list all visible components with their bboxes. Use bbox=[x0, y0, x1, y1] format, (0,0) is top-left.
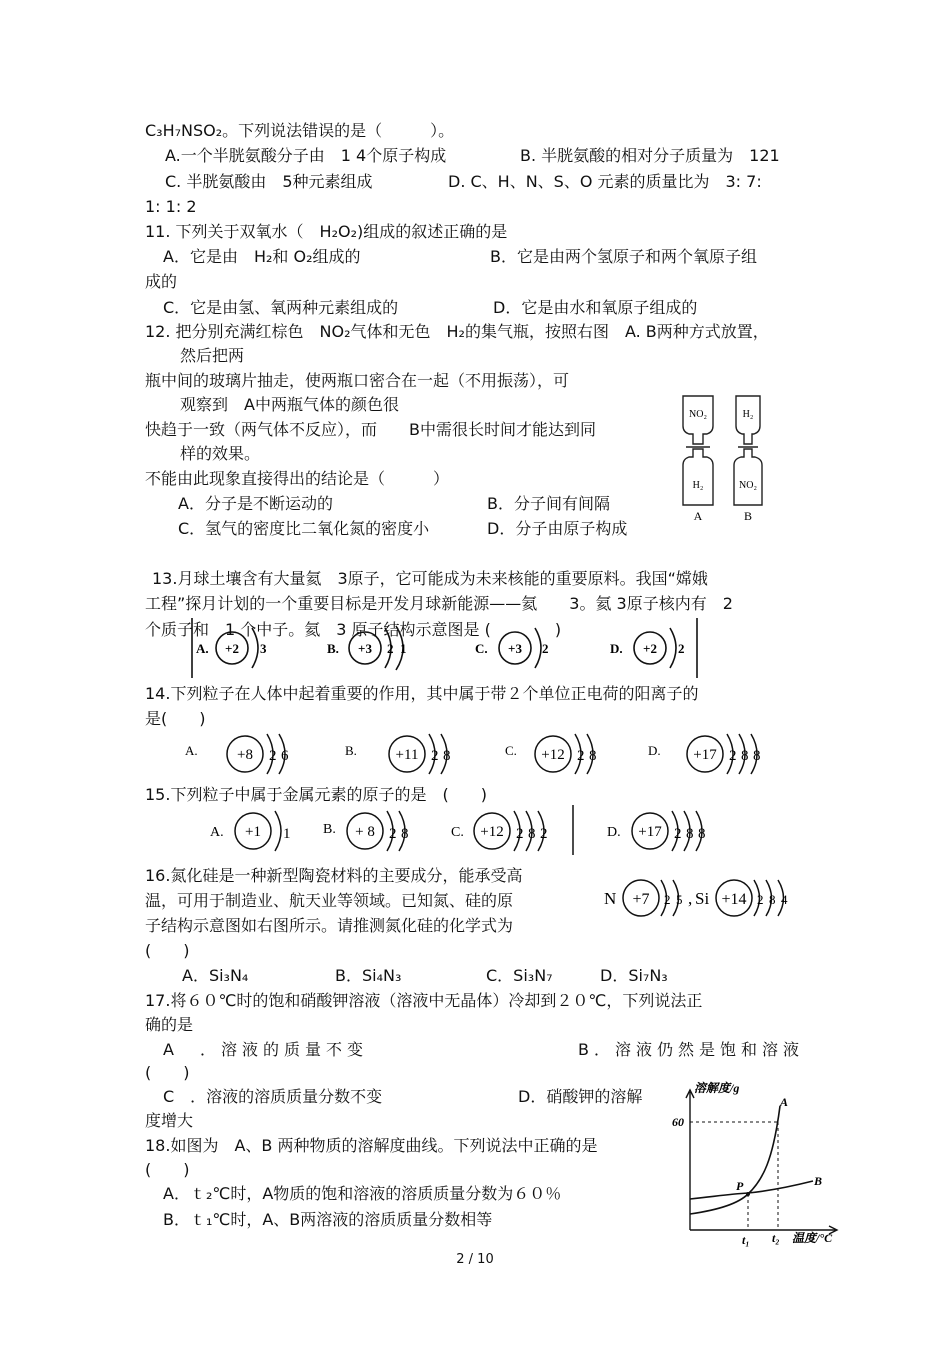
q14-label-a: A. bbox=[185, 743, 198, 758]
q14-nucleus-b: +11 bbox=[395, 747, 419, 763]
q12-line-2: 然后把两 bbox=[180, 346, 245, 365]
q14-label-c: C. bbox=[505, 743, 517, 758]
q13-atom-diagrams bbox=[190, 616, 700, 680]
q14-shell-a-1: 2 bbox=[269, 748, 277, 764]
q15-shell-c-3: 2 bbox=[540, 826, 548, 842]
q16-option-b: B．Si₄N₃ bbox=[335, 966, 402, 985]
q14-nucleus-a: +8 bbox=[237, 747, 253, 763]
bottle-b-top-label: H₂ bbox=[742, 409, 754, 420]
q12-option-b: B．分子间有间隔 bbox=[487, 494, 610, 513]
q14-shell-d-2: 8 bbox=[741, 748, 749, 764]
point-p bbox=[746, 1192, 750, 1196]
q15-atom-diagrams bbox=[205, 803, 745, 857]
q14-shell-b-1: 2 bbox=[431, 748, 439, 764]
separator-comma: , bbox=[688, 889, 693, 908]
q12-option-d: D．分子由原子构成 bbox=[487, 519, 628, 538]
q11-option-a: A．它是由 H₂和 O₂组成的 bbox=[163, 247, 361, 266]
nitrogen-nucleus: +7 bbox=[632, 891, 650, 908]
q14-line-2: 是( ) bbox=[145, 709, 206, 728]
q13-shell-b-1: 2 bbox=[387, 641, 394, 656]
q15-label-d: D. bbox=[607, 825, 621, 840]
q17-option-d-cont: 度增大 bbox=[145, 1111, 194, 1130]
nitrogen-shell-2: 5 bbox=[676, 892, 683, 907]
bottle-b-bottom-label: NO₂ bbox=[739, 480, 757, 491]
n-si-atom-diagrams bbox=[603, 875, 813, 921]
q12-line-4: 观察到 A中两瓶气体的颜色很 bbox=[180, 395, 399, 414]
solubility-chart bbox=[668, 1080, 858, 1250]
q17-line-1: 17.将６０℃时的饱和硝酸钾溶液（溶液中无晶体）冷却到２０℃，下列说法正 bbox=[145, 991, 703, 1010]
q12-line-5: 快趋于一致（两气体不反应），而 B中需很长时间才能达到同 bbox=[145, 420, 596, 439]
q13-nucleus-a: +2 bbox=[225, 641, 239, 656]
page-number: 2 / 10 bbox=[456, 1252, 494, 1267]
q14-shell-a-2: 6 bbox=[281, 748, 289, 764]
q15-nucleus-d: +17 bbox=[638, 824, 662, 840]
silicon-symbol: Si bbox=[695, 889, 710, 908]
q12-line-6: 样的效果。 bbox=[180, 444, 261, 463]
q10-formula-line: C₃H₇NSO₂。下列说法错误的是（ ）。 bbox=[145, 121, 455, 140]
silicon-nucleus: +14 bbox=[721, 891, 747, 908]
curve-a-label: A bbox=[780, 1095, 789, 1109]
q14-line-1: 14.下列粒子在人体中起着重要的作用，其中属于带２个单位正电荷的阳离子的 bbox=[145, 684, 699, 703]
bottle-a-bottom-label: H₂ bbox=[692, 480, 704, 491]
q16-option-d: D．Si₇N₃ bbox=[600, 966, 668, 985]
q12-line-1: 12. 把分别充满红棕色 NO₂气体和无色 H₂的集气瓶，按照右图 A. B两种方式放置， bbox=[145, 322, 769, 341]
nitrogen-shell-1: 2 bbox=[664, 892, 671, 907]
q13-line-2: 工程”探月计划的一个重要目标是开发月球新能源——氦 3。氦 3原子核内有 2 bbox=[145, 594, 733, 613]
q17-answer-paren: ( ) bbox=[145, 1063, 190, 1082]
figure-label-b: B bbox=[743, 509, 753, 523]
q16-line-1: 16.氮化硅是一种新型陶瓷材料的主要成分，能承受高 bbox=[145, 866, 523, 885]
q14-nucleus-d: +17 bbox=[693, 747, 717, 763]
q15-nucleus-c: +12 bbox=[480, 824, 504, 840]
q17-option-a: A ．溶液的质量不变 bbox=[163, 1040, 368, 1059]
q14-ion-diagrams bbox=[175, 728, 795, 780]
x-tick-t1: t₁ bbox=[742, 1233, 750, 1247]
q11-stem: 11. 下列关于双氧水（ H₂O₂)组成的叙述正确的是 bbox=[145, 222, 508, 241]
q14-shell-c-2: 8 bbox=[589, 748, 597, 764]
nitrogen-symbol: N bbox=[604, 889, 617, 908]
q12-option-a: A．分子是不断运动的 bbox=[178, 494, 333, 513]
y-axis-label: 溶解度/g bbox=[694, 1081, 740, 1095]
q13-line-1: 13.月球土壤含有大量氦 3原子，它可能成为未来核能的重要原料。我国“嫦娥 bbox=[152, 569, 708, 588]
q15-stem: 15.下列粒子中属于金属元素的原子的是 ( ) bbox=[145, 785, 487, 804]
q14-label-b: B. bbox=[345, 743, 357, 758]
q15-label-a: A. bbox=[210, 825, 224, 840]
q10-option-a: A.一个半胱氨酸分子由 1 4个原子构成 bbox=[165, 146, 447, 165]
q14-label-d: D. bbox=[648, 743, 661, 758]
q15-label-c: C. bbox=[451, 825, 464, 840]
q11-option-d: D．它是由水和氧原子组成的 bbox=[493, 298, 698, 317]
silicon-shell-1: 2 bbox=[757, 892, 764, 907]
bottle-a-top-label: NO₂ bbox=[689, 409, 707, 420]
q15-shell-b-1: 2 bbox=[389, 826, 397, 842]
q10-option-d: D. C、H、N、S、O 元素的质量比为 3: 7: bbox=[448, 172, 762, 191]
q15-shell-d-3: 8 bbox=[698, 826, 706, 842]
q11-option-b: B．它是由两个氢原子和两个氧原子组 bbox=[490, 247, 757, 266]
q13-nucleus-c: +3 bbox=[508, 641, 522, 656]
q15-shell-c-1: 2 bbox=[516, 826, 524, 842]
q15-label-b: B. bbox=[323, 822, 336, 837]
q16-line-3: 子结构示意图如右图所示。请推测氮化硅的化学式为 bbox=[145, 916, 514, 935]
curve-b-label: B bbox=[814, 1174, 823, 1188]
q13-shell-b-2: 1 bbox=[400, 641, 407, 656]
q13-label-d: D. bbox=[610, 641, 623, 656]
q13-line-3: 个质子和 1 个中子。氦 3 原子结构示意图是 ( ) bbox=[145, 620, 562, 639]
q16-line-4: ( ) bbox=[145, 941, 190, 960]
q14-shell-d-1: 2 bbox=[729, 748, 737, 764]
q10-option-c: C. 半胱氨酸由 5种元素组成 bbox=[165, 172, 373, 191]
q13-label-a: A. bbox=[196, 641, 209, 656]
q12-line-7: 不能由此现象直接得出的结论是（ ） bbox=[145, 469, 450, 488]
silicon-shell-3: 4 bbox=[781, 892, 788, 907]
q12-option-c: C．氢气的密度比二氧化氮的密度小 bbox=[178, 519, 430, 538]
q17-line-2: 确的是 bbox=[145, 1015, 194, 1034]
q10-option-b: B. 半胱氨酸的相对分子质量为 121 bbox=[520, 146, 780, 165]
q15-shell-d-2: 8 bbox=[686, 826, 694, 842]
q15-shell-c-2: 8 bbox=[528, 826, 536, 842]
q18-option-b: B．ｔ₁℃时，A、B两溶液的溶质质量分数相等 bbox=[163, 1210, 493, 1229]
silicon-shell-2: 8 bbox=[769, 892, 776, 907]
q15-shell-d-1: 2 bbox=[674, 826, 682, 842]
y-tick-60: 60 bbox=[672, 1115, 684, 1129]
q13-nucleus-b: +3 bbox=[358, 641, 372, 656]
figure-label-a: A bbox=[693, 509, 703, 523]
q13-shell-d-1: 2 bbox=[678, 641, 685, 656]
q11-option-c: C．它是由氢、氧两种元素组成的 bbox=[163, 298, 399, 317]
q17-option-c: C ．溶液的溶质质量分数不变 bbox=[163, 1087, 383, 1106]
gas-bottles-figure bbox=[668, 392, 788, 527]
q18-option-a: A．ｔ₂℃时，A物质的饱和溶液的溶质质量分数为６０％ bbox=[163, 1184, 562, 1203]
q14-shell-c-1: 2 bbox=[577, 748, 585, 764]
q12-line-3: 瓶中间的玻璃片抽走，使两瓶口密合在一起（不用振荡），可 bbox=[145, 371, 570, 390]
q14-shell-d-3: 8 bbox=[753, 748, 761, 764]
q16-line-2: 温，可用于制造业、航天业等领域。已知氮、硅的原 bbox=[145, 891, 514, 910]
q11-option-b-cont: 成的 bbox=[145, 272, 178, 291]
point-p-label: P bbox=[736, 1179, 744, 1193]
q13-shell-a-1: 3 bbox=[260, 641, 267, 656]
q13-label-c: C. bbox=[475, 641, 488, 656]
q17-option-d: D．硝酸钾的溶解 bbox=[518, 1087, 643, 1106]
x-axis-label: 温度/°C bbox=[792, 1231, 833, 1245]
q16-option-a: A．Si₃N₄ bbox=[182, 966, 249, 985]
q13-shell-c-1: 2 bbox=[542, 641, 549, 656]
x-tick-t2: t₂ bbox=[772, 1231, 780, 1245]
q14-nucleus-c: +12 bbox=[541, 747, 565, 763]
q13-nucleus-d: +2 bbox=[643, 641, 657, 656]
q15-nucleus-a: +1 bbox=[245, 824, 261, 840]
q15-shell-b-2: 8 bbox=[401, 826, 409, 842]
q10-option-d-cont: 1: 1: 2 bbox=[145, 197, 197, 216]
q17-option-b: B．溶液仍然是饱和溶液 bbox=[578, 1040, 804, 1059]
q13-label-b: B. bbox=[327, 641, 339, 656]
q15-nucleus-b: + 8 bbox=[355, 824, 375, 840]
q15-shell-a-1: 1 bbox=[283, 826, 291, 842]
q16-option-c: C．Si₃N₇ bbox=[486, 966, 553, 985]
q18-line-2: ( ) bbox=[145, 1160, 190, 1179]
q14-shell-b-2: 8 bbox=[443, 748, 451, 764]
q18-line-1: 18.如图为 A、B 两种物质的溶解度曲线。下列说法中正确的是 bbox=[145, 1136, 598, 1155]
